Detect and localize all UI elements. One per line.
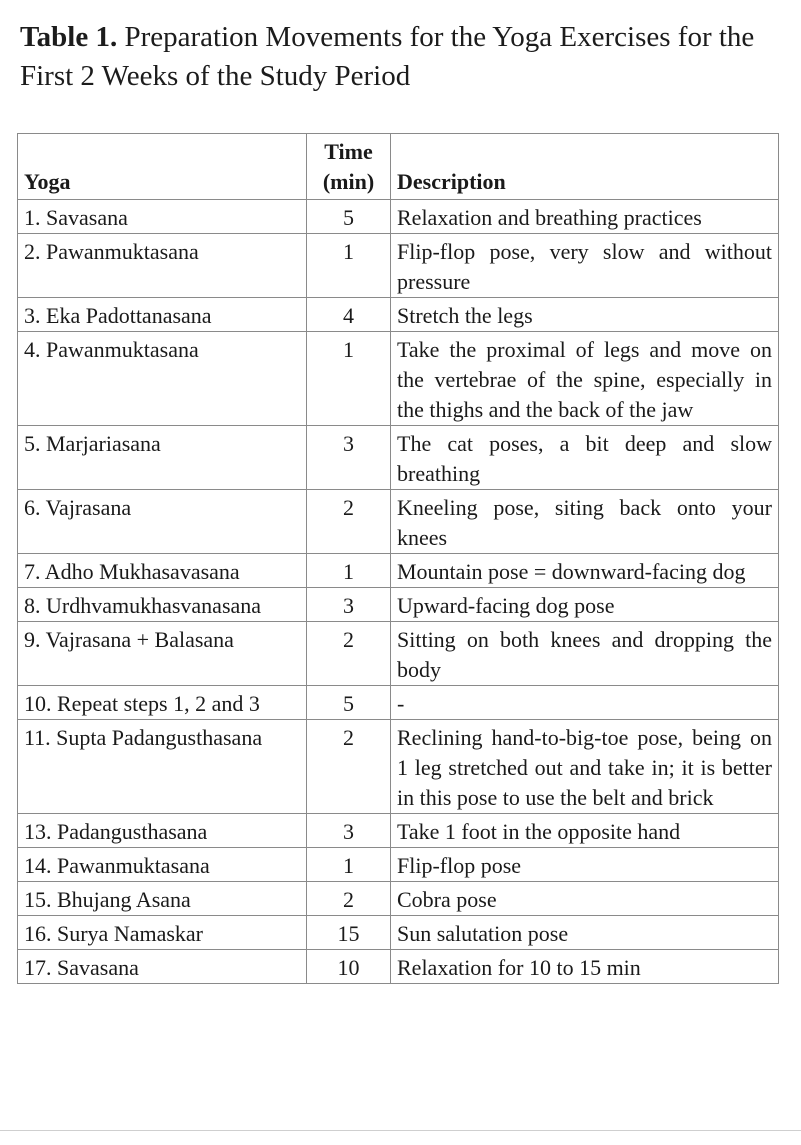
yoga-cell: 13. Padangusthasana bbox=[18, 814, 307, 848]
time-cell: 1 bbox=[307, 848, 391, 882]
table-row bbox=[18, 916, 779, 950]
yoga-cell: 2. Pawanmuktasana bbox=[18, 234, 307, 298]
table-row bbox=[18, 234, 779, 298]
description-cell: - bbox=[391, 686, 779, 720]
header-yoga: Yoga bbox=[18, 134, 307, 200]
time-cell: 3 bbox=[307, 426, 391, 490]
description-cell: Reclining hand-to-big-toe pose, being on 1 leg stretched out and take in; it is better in this pose to use the belt and brick bbox=[391, 720, 779, 814]
time-cell: 5 bbox=[307, 200, 391, 234]
table-row bbox=[18, 298, 779, 332]
description-cell: Sitting on both knees and dropping the body bbox=[391, 622, 779, 686]
time-cell: 15 bbox=[307, 916, 391, 950]
header-time-line1: Time bbox=[324, 139, 373, 164]
yoga-cell: 6. Vajrasana bbox=[18, 490, 307, 554]
yoga-cell: 5. Marjariasana bbox=[18, 426, 307, 490]
yoga-cell: 11. Supta Padangusthasana bbox=[18, 720, 307, 814]
table-row bbox=[18, 950, 779, 984]
caption-text: Preparation Movements for the Yoga Exercises for the First 2 Weeks of the Study Period bbox=[20, 21, 755, 92]
description-cell: Take 1 foot in the opposite hand bbox=[391, 814, 779, 848]
yoga-cell: 3. Eka Padottanasana bbox=[18, 298, 307, 332]
description-cell: Stretch the legs bbox=[391, 298, 779, 332]
description-cell: Upward-facing dog pose bbox=[391, 588, 779, 622]
table-header-row bbox=[18, 134, 779, 200]
table-row bbox=[18, 588, 779, 622]
table-body bbox=[18, 200, 779, 984]
header-time bbox=[307, 134, 391, 200]
yoga-cell: 15. Bhujang Asana bbox=[18, 882, 307, 916]
time-cell: 2 bbox=[307, 622, 391, 686]
description-cell: Sun salutation pose bbox=[391, 916, 779, 950]
yoga-cell: 9. Vajrasana + Balasana bbox=[18, 622, 307, 686]
caption-label: Table 1. bbox=[20, 21, 118, 53]
description-cell: The cat poses, a bit deep and slow breathing bbox=[391, 426, 779, 490]
table-row bbox=[18, 622, 779, 686]
time-cell: 2 bbox=[307, 490, 391, 554]
description-cell: Cobra pose bbox=[391, 882, 779, 916]
description-cell: Mountain pose = downward-facing dog bbox=[391, 554, 779, 588]
time-cell: 2 bbox=[307, 882, 391, 916]
time-cell: 3 bbox=[307, 588, 391, 622]
description-cell: Relaxation and breathing practices bbox=[391, 200, 779, 234]
table-row bbox=[18, 490, 779, 554]
yoga-cell: 10. Repeat steps 1, 2 and 3 bbox=[18, 686, 307, 720]
table-row bbox=[18, 332, 779, 426]
description-cell: Take the proximal of legs and move on the vertebrae of the spine, especially in the thighs and the back of the jaw bbox=[391, 332, 779, 426]
description-cell: Relaxation for 10 to 15 min bbox=[391, 950, 779, 984]
header-time-line2: (min) bbox=[322, 169, 375, 194]
yoga-cell: 14. Pawanmuktasana bbox=[18, 848, 307, 882]
yoga-table bbox=[17, 133, 779, 984]
page-divider bbox=[0, 1130, 801, 1131]
description-cell: Flip-flop pose, very slow and without pressure bbox=[391, 234, 779, 298]
table-row bbox=[18, 720, 779, 814]
yoga-cell: 8. Urdhvamukhasvanasana bbox=[18, 588, 307, 622]
table-row bbox=[18, 554, 779, 588]
table-row bbox=[18, 200, 779, 234]
time-cell: 1 bbox=[307, 332, 391, 426]
table-row bbox=[18, 686, 779, 720]
header-description: Description bbox=[391, 134, 779, 200]
table-row bbox=[18, 882, 779, 916]
yoga-cell: 1. Savasana bbox=[18, 200, 307, 234]
description-cell: Kneeling pose, siting back onto your knees bbox=[391, 490, 779, 554]
table-row bbox=[18, 426, 779, 490]
table-row bbox=[18, 814, 779, 848]
time-cell: 2 bbox=[307, 720, 391, 814]
time-cell: 1 bbox=[307, 554, 391, 588]
time-cell: 1 bbox=[307, 234, 391, 298]
yoga-cell: 4. Pawanmuktasana bbox=[18, 332, 307, 426]
yoga-cell: 7. Adho Mukhasavasana bbox=[18, 554, 307, 588]
table-caption bbox=[20, 18, 790, 96]
table-row bbox=[18, 848, 779, 882]
yoga-cell: 17. Savasana bbox=[18, 950, 307, 984]
time-cell: 10 bbox=[307, 950, 391, 984]
yoga-cell: 16. Surya Namaskar bbox=[18, 916, 307, 950]
time-cell: 4 bbox=[307, 298, 391, 332]
time-cell: 3 bbox=[307, 814, 391, 848]
description-cell: Flip-flop pose bbox=[391, 848, 779, 882]
time-cell: 5 bbox=[307, 686, 391, 720]
